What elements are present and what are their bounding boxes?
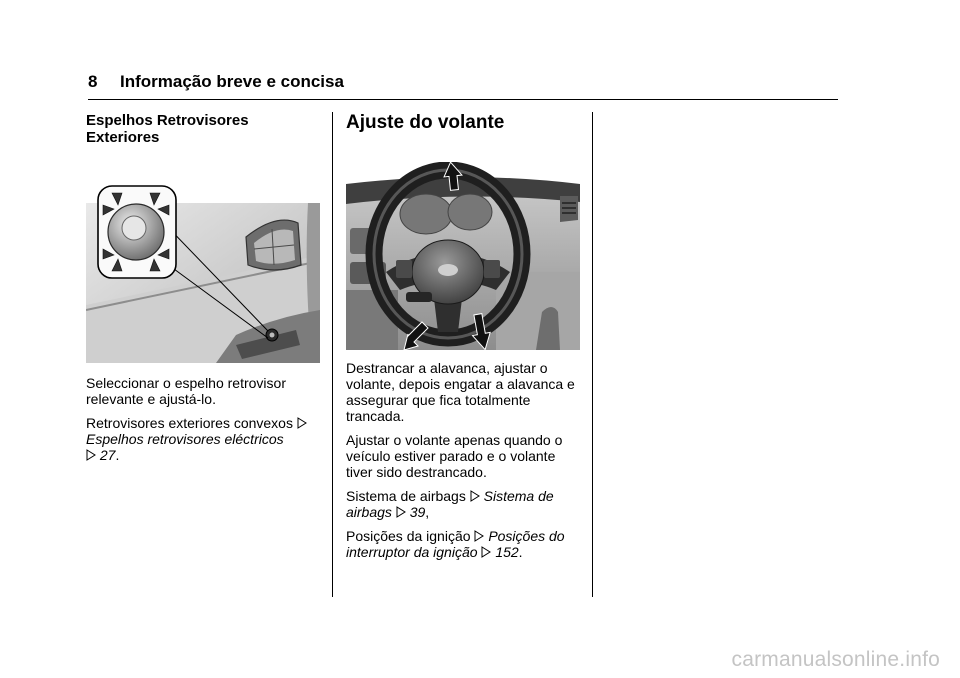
column-divider-1 bbox=[332, 112, 333, 597]
steering-instruction-1: Destrancar a alavanca, ajustar o volante, depois engatar a alavanca e assegurar que fica totalmente trancada. bbox=[346, 360, 575, 424]
reference-page[interactable]: 27 bbox=[99, 447, 116, 463]
page-number: 8 bbox=[88, 72, 98, 91]
chapter-title: Informação breve e concisa bbox=[120, 72, 344, 91]
page-arrow-icon bbox=[86, 449, 96, 461]
column-steering bbox=[346, 112, 582, 568]
column-divider-2 bbox=[592, 112, 593, 597]
reference-end: . bbox=[518, 544, 523, 560]
reference-page[interactable]: 39 bbox=[409, 504, 426, 520]
reference-arrow-icon bbox=[470, 490, 480, 502]
reference-text: Posições da ignição bbox=[346, 528, 471, 544]
mirrors-instruction: Seleccionar o espelho retrovisor relevante e ajustá-lo. bbox=[86, 375, 286, 407]
mirrors-reference bbox=[86, 415, 322, 463]
column-mirrors bbox=[86, 112, 322, 471]
reference-arrow-icon bbox=[297, 417, 307, 429]
page-header bbox=[88, 72, 344, 92]
watermark: carmanualsonline.info bbox=[731, 648, 940, 671]
reference-end: , bbox=[425, 504, 430, 520]
reference-link[interactable]: Posições do interruptor da ignição bbox=[346, 528, 565, 560]
ignition-reference bbox=[346, 528, 582, 560]
reference-text: Sistema de airbags bbox=[346, 488, 466, 504]
steering-wheel-illustration bbox=[346, 162, 580, 350]
mirrors-heading: Espelhos Retrovisores Exteriores bbox=[86, 112, 249, 146]
steering-instruction-2: Ajustar o volante apenas quando o veículo estiver parado e o volante tiver sido destrancado. bbox=[346, 432, 563, 480]
airbag-reference bbox=[346, 488, 582, 520]
header-rule bbox=[88, 99, 838, 100]
door-mirror-switch-illustration bbox=[86, 185, 320, 363]
reference-end: . bbox=[115, 447, 120, 463]
reference-link[interactable]: Sistema de airbags bbox=[346, 488, 554, 520]
reference-page[interactable]: 152 bbox=[495, 544, 519, 560]
reference-link[interactable]: Espelhos retrovisores eléctricos bbox=[86, 431, 284, 447]
reference-text: Retrovisores exteriores convexos bbox=[86, 415, 293, 431]
page-arrow-icon bbox=[481, 546, 491, 558]
steering-heading: Ajuste do volante bbox=[346, 112, 505, 133]
reference-arrow-icon bbox=[474, 530, 484, 542]
page-arrow-icon bbox=[396, 506, 406, 518]
